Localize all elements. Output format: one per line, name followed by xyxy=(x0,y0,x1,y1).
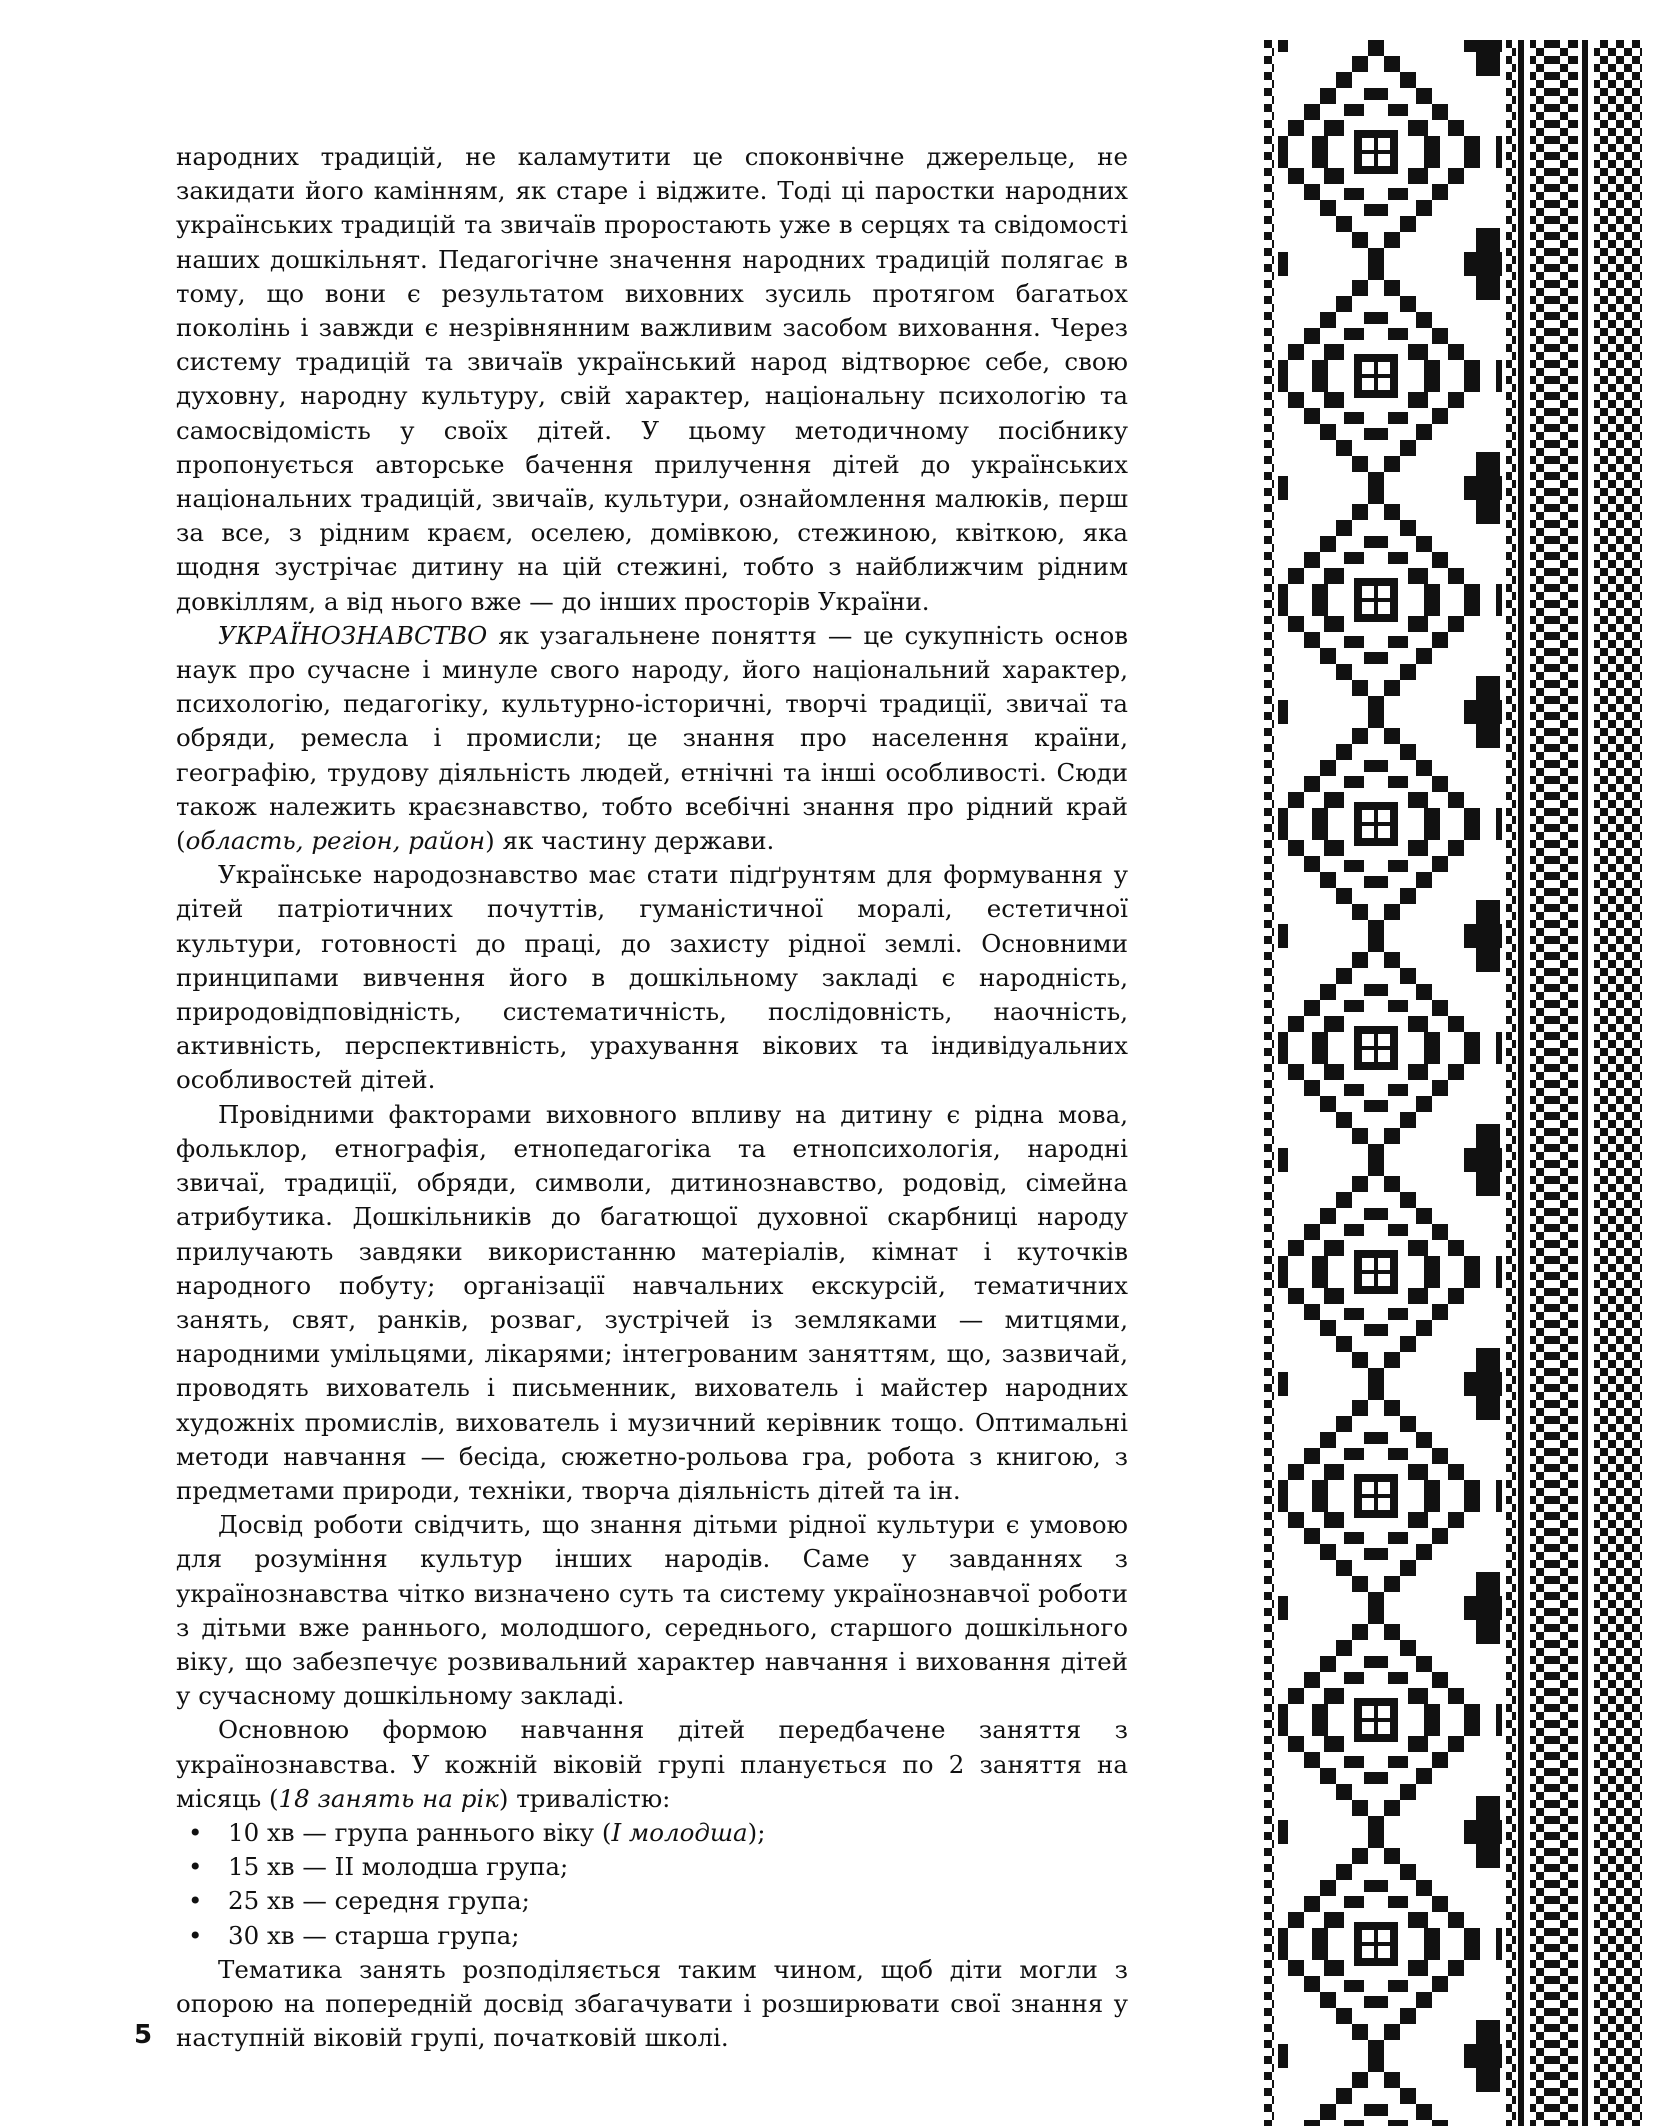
zigzag-band xyxy=(1530,40,1578,2126)
paragraph-5: Досвід роботи свідчить, що знання дітьми рідної культури є умовою для розуміння культур інших народів. Саме у завданнях з українознавства чітко визначено суть та систему українознавчої роботи з дітьми вже раннього, молодшого, середнього, старшого дошкільного віку, що забезпечує розвивальний характер навчання і виховання дітей у сучасному дошкільному закладі. xyxy=(176,1510,1128,1711)
paragraph-1: народних традицій, не каламутити це споконвічне джерельце, не закидати його камінням, як старе і віджите. Тоді ці паростки народних українських традицій та звичаїв проростають уже в серцях та свідомості наших дошкільнят. Педагогічне значення народних традицій полягає в тому, що вони є результатом виховних зусиль протягом багатьох поколінь і завжди є незрівнянним важливим засобом виховання. Через систему традицій та звичаїв український народ відтворює себе, свою духовну, народну культуру, свій характер, національну психологію та самосвідомість у своїх дітей. У цьому методичному посібнику пропонується авторське бачення прилучення дітей до українських національних традицій, звичаїв, культури, ознайомлення малюків, перш за все, з рідним краєм, оселею, домівкою, стежиною, квіткою, яка щодня зустрічає дитину на цій стежині, тобто з найближчим рідним довкіллям, а від нього вже — до інших просторів України. xyxy=(176,142,1128,616)
term-ukrainoznavstvo: УКРАЇНОЗНАВСТВО xyxy=(218,620,488,650)
paragraph-2-end: ) як частину держави. xyxy=(485,826,775,856)
paragraph-2 xyxy=(176,619,1128,858)
divider-line-2 xyxy=(1582,40,1588,2126)
paragraph-2-text: як узагальнене поняття — це сукупність основ наук про сучасне і минуле свого народу, його національний характер, психологію, педагогіку, культурно-історичні, творчі традиції, звичаї та обряди, ремесла і промисли; це знання про населення країни, географію, трудову діяльність людей, етнічні та інші особливості. Сюди також належить краєзнавство, тобто всебічні знання про рідний край ( xyxy=(176,620,1128,856)
checker-band xyxy=(1594,40,1642,2126)
paragraph-4: Провідними факторами виховного впливу на дитину є рідна мова, фольклор, етнографія, етнопедагогіка та етнопсихологія, народні звичаї, традиції, обряди, символи, дитинознавство, родовід, сімейна атрибутика. Дошкільників до багатющої духовної скарбниці народу прилучають завдяки використанню матеріалів, кімнат і куточків народного побуту; організації навчальних екскурсій, тематичних занять, свят, ранків, розваг, зустрічей із земляками — митцями, народними умільцями, лікарями; інтегрованим заняттям, що, зазвичай, проводять вихователь і письменник, вихователь і майстер народних художніх промислів, вихователь і музичний керівник тощо. Оптимальні методи навчання — бесіда, сюжетно-рольова гра, робота з книгою, з предметами природи, техніки, творча діяльність дітей та ін. xyxy=(176,1099,1128,1505)
embroidery-pattern-svg xyxy=(1264,40,1654,2126)
list-item: • 30 хв — старша група; xyxy=(176,1919,1128,1953)
paragraph-7: Тематика занять розподіляється таким чином, щоб діти могли з опорою на попередній досвід збагачувати і розширювати свої знання у наступній віковій групі, початковій школі. xyxy=(176,1954,1128,2053)
inner-border-stripe xyxy=(1506,40,1516,2126)
embroidery-ornament xyxy=(1264,40,1654,2126)
diamond-band xyxy=(1278,40,1502,2126)
paragraph-2-italic: область, регіон, район xyxy=(185,826,486,856)
paragraph-6-italic: 18 занять на рік xyxy=(278,1783,499,1813)
divider-line xyxy=(1518,40,1524,2126)
paragraph-6 xyxy=(176,1713,1128,1816)
duration-list xyxy=(176,1816,1128,1953)
paragraph-6-text: Основною формою навчання дітей передбачене заняття з українознавства. У кожній віковій групі планується по 2 заняття на місяць ( xyxy=(176,1715,1128,1813)
main-text xyxy=(176,140,1128,2055)
page-number: 5 xyxy=(134,2020,153,2050)
list-item: • 10 хв — група раннього віку (I молодша); xyxy=(176,1816,1128,1850)
paragraph-6-end: ) тривалістю: xyxy=(498,1783,671,1813)
list-item: • 15 хв — II молодша група; xyxy=(176,1850,1128,1884)
paragraph-3: Українське народознавство має стати підґрунтям для формування у дітей патріотичних почуттів, гуманістичної моралі, естетичної культури, готовності до праці, до захисту рідної землі. Основними принципами вивчення його в дошкільному закладі є народність, природовідповідність, систематичність, послідовність, наочність, активність, перспективність, урахування вікових та індивідуальних особливостей дітей. xyxy=(176,860,1128,1095)
left-border-stripe xyxy=(1264,40,1274,2126)
list-item: • 25 хв — середня група; xyxy=(176,1884,1128,1918)
